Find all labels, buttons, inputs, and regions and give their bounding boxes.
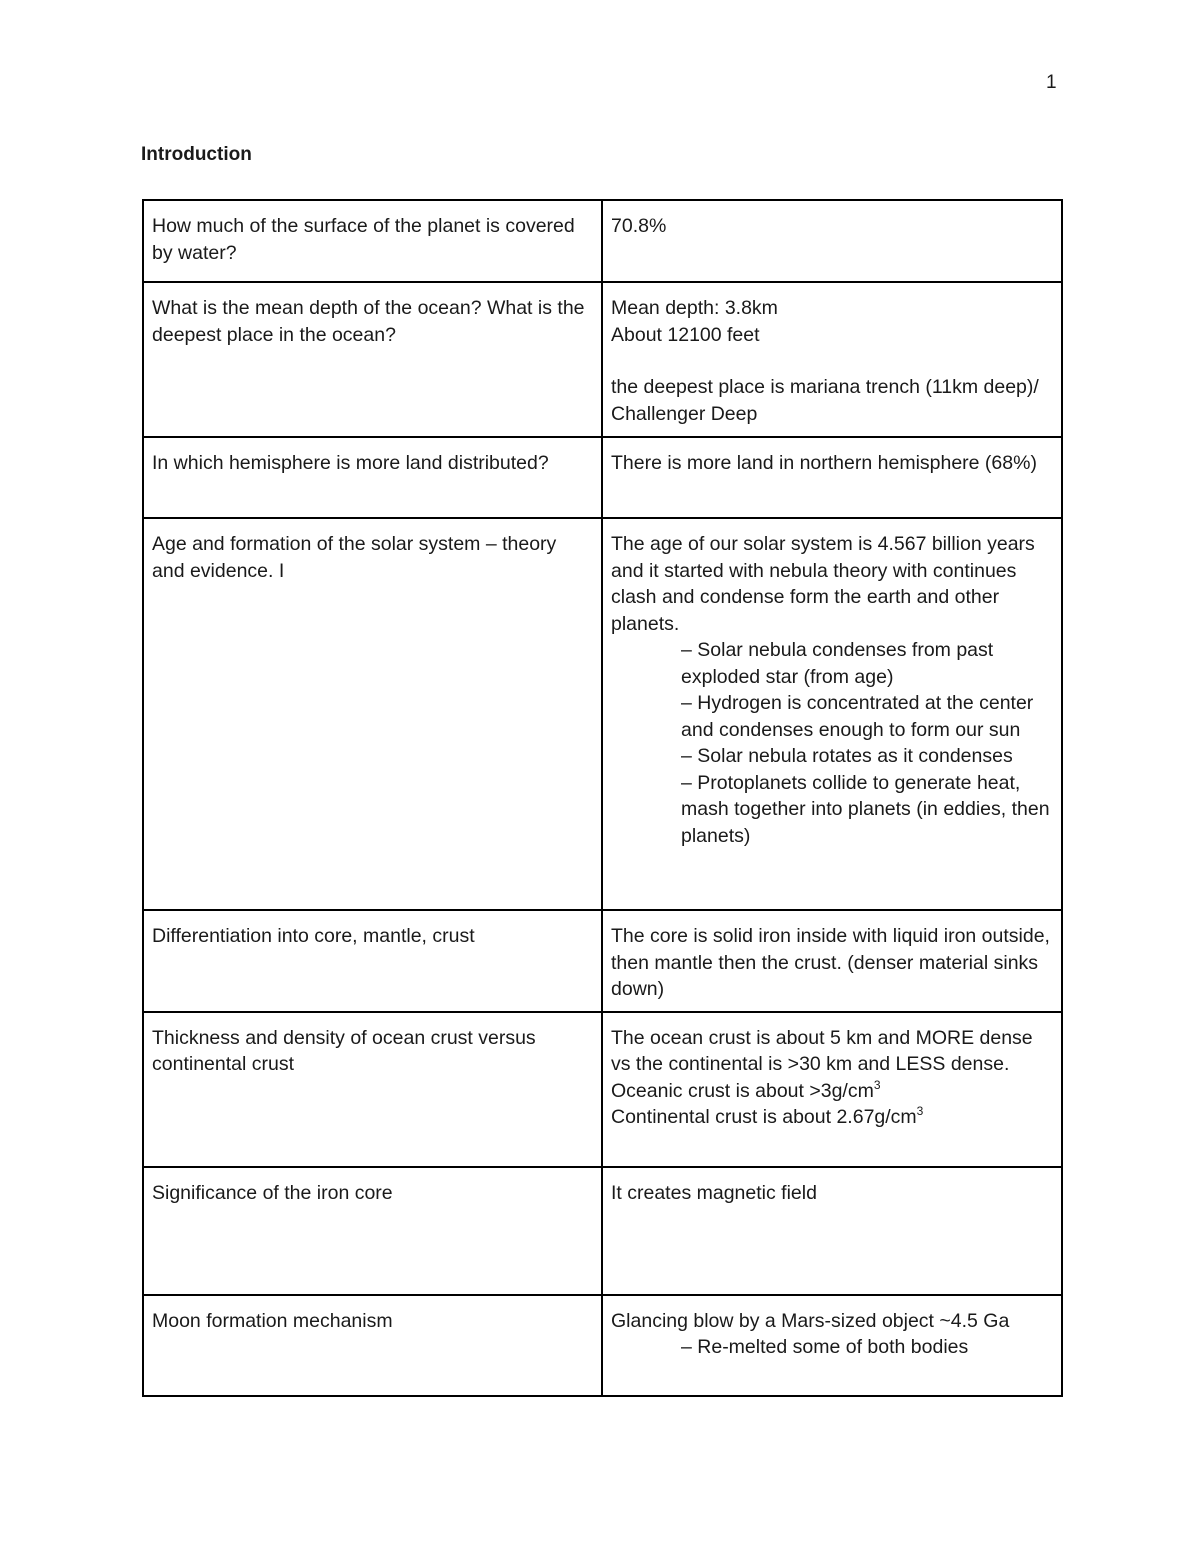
section-heading: Introduction [141, 144, 252, 165]
question-cell: Thickness and density of ocean crust versus continental crust [143, 1012, 602, 1167]
answer-text: the deepest place is mariana trench (11km deep)/ Challenger Deep [611, 376, 1039, 425]
answer-cell [602, 200, 1062, 282]
table-row [143, 437, 1062, 518]
answer-text: Glancing blow by a Mars-sized object ~4.5 Ga [611, 1309, 1010, 1332]
continental-density-text: Continental crust is about 2.67g/cm [611, 1106, 917, 1128]
bullet-item: – Solar nebula rotates as it condenses [681, 745, 1013, 767]
table-row [143, 1167, 1062, 1295]
table-row [143, 200, 1062, 282]
table-row [143, 518, 1062, 910]
question-cell: Significance of the iron core [143, 1167, 602, 1295]
table-row [143, 1012, 1062, 1167]
bullet-item: – Solar nebula condenses from past exploded star (from age) [681, 639, 994, 688]
answer-text: Mean depth: 3.8km [611, 297, 778, 319]
answer-text [611, 1104, 1053, 1131]
answer-cell [602, 518, 1062, 910]
answer-text: The ocean crust is about 5 km and MORE dense vs the continental is >30 km and LESS dense. [611, 1026, 1033, 1075]
answer-text [611, 1078, 1053, 1105]
bullet-item: – Hydrogen is concentrated at the center [681, 692, 1034, 714]
question-cell: What is the mean depth of the ocean? What is the deepest place in the ocean? [143, 282, 602, 437]
answer-cell [602, 910, 1062, 1012]
answer-text: The age of our solar system is 4.567 billion years and it started with nebula theory with continues clash and condense form the earth and other planets. [611, 533, 1035, 635]
superscript: 3 [916, 1104, 924, 1118]
table-row [143, 282, 1062, 437]
spacer [611, 348, 1053, 374]
answer-text: The core is solid iron inside with liquid iron outside, then mantle then the crust. (denser material sinks down) [611, 925, 1050, 1000]
question-cell: How much of the surface of the planet is covered by water? [143, 200, 602, 282]
oceanic-density-text: Oceanic crust is about >3g/cm [611, 1079, 874, 1102]
bullet-item: and condenses enough to form our sun [681, 718, 1021, 741]
question-cell: Age and formation of the solar system – theory and evidence. I [143, 518, 602, 910]
answer-cell [602, 282, 1062, 437]
table-row [143, 1295, 1062, 1396]
table-row [143, 910, 1062, 1012]
answer-text: It creates magnetic field [611, 1181, 817, 1204]
bullet-item: – Protoplanets collide to generate heat, mash together into planets (in eddies, then planets) [681, 771, 1050, 847]
answer-cell [602, 1295, 1062, 1396]
answer-cell [602, 437, 1062, 518]
answer-cell [602, 1012, 1062, 1167]
answer-cell [602, 1167, 1062, 1295]
qa-table [142, 199, 1063, 1397]
question-cell: In which hemisphere is more land distributed? [143, 437, 602, 518]
answer-text: 70.8% [611, 215, 667, 237]
question-cell: Moon formation mechanism [143, 1295, 602, 1396]
page-number: 1 [1046, 72, 1057, 93]
superscript: 3 [873, 1077, 881, 1092]
answer-text: There is more land in northern hemisphere (68%) [611, 452, 1037, 474]
question-cell: Differentiation into core, mantle, crust [143, 910, 602, 1012]
answer-text: About 12100 feet [611, 323, 760, 346]
bullet-item: – Re-melted some of both bodies [681, 1336, 969, 1358]
